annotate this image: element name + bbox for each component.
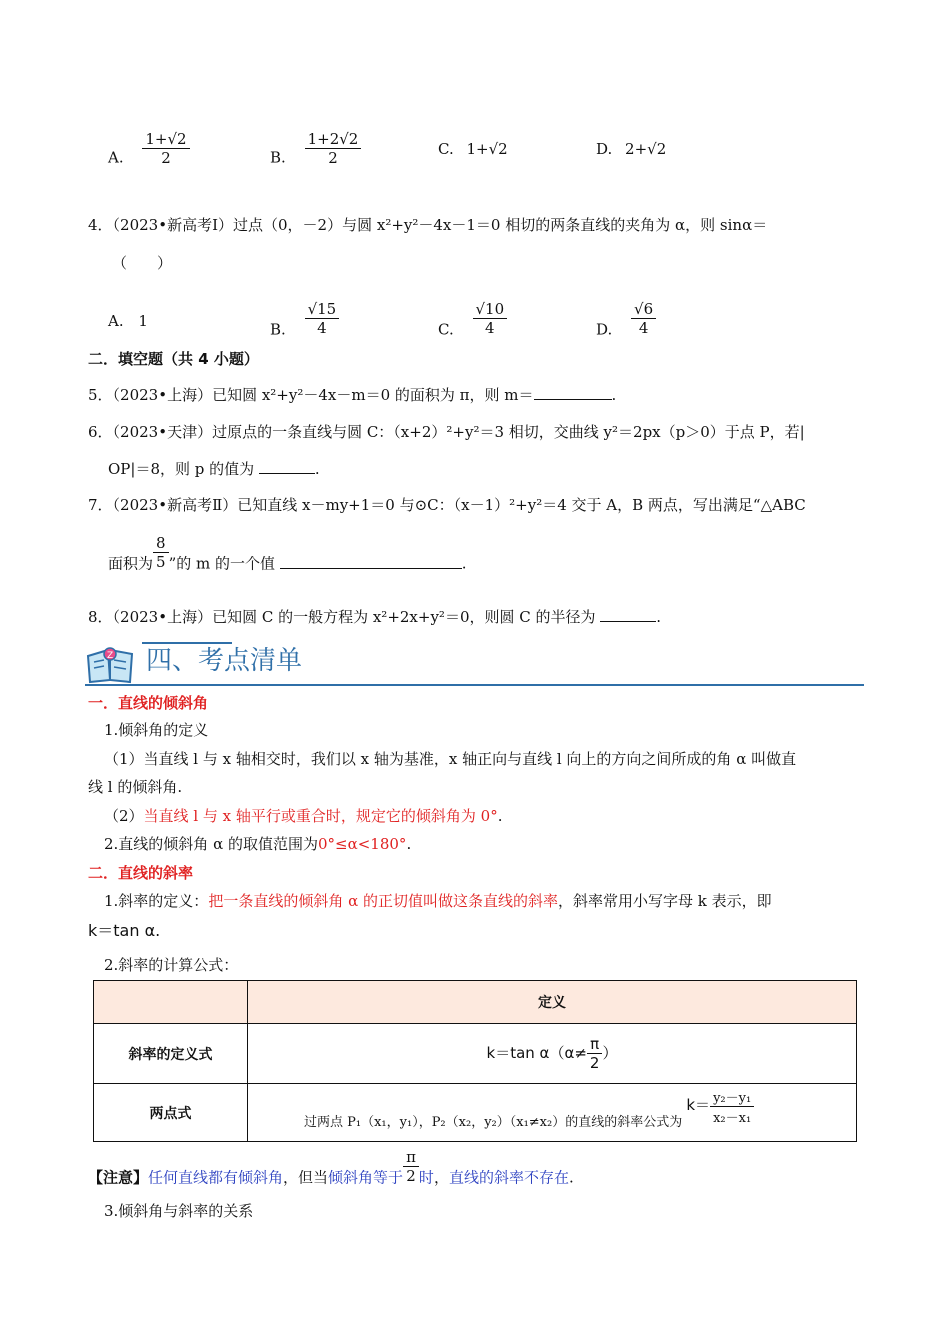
table-header-cell: 定义 <box>248 981 857 1024</box>
row-formula-definition <box>248 1024 857 1084</box>
fraction-denominator: 4 <box>473 318 508 337</box>
book-icon <box>84 640 138 684</box>
option-label: B. <box>270 320 286 339</box>
fraction-denominator: 2 <box>305 148 362 167</box>
highlight-text: 直线的斜率不存在 <box>448 1168 569 1187</box>
table-header-blank <box>94 981 248 1024</box>
row-label-definition: 斜率的定义式 <box>94 1024 248 1084</box>
note-text: ， <box>433 1168 449 1187</box>
item-slope-calc: 2.斜率的计算公式： <box>104 956 239 974</box>
table-row <box>94 1024 857 1084</box>
answer-blank[interactable] <box>259 459 315 474</box>
fraction-denominator: 5 <box>153 552 169 571</box>
answer-blank[interactable] <box>600 607 656 622</box>
q4-paren: （ ） <box>112 254 173 272</box>
q4-option-a <box>108 312 148 330</box>
q6-line1: 6．（2023•天津）过原点的一条直线与圆 C：（x+2）²+y²＝3 相切，交曲线 y²＝2px（p＞0）于点 P，若| <box>88 423 805 441</box>
q4-option-c <box>438 300 507 349</box>
formula-text: ） <box>602 1044 618 1062</box>
subsection-incline-angle: 一．直线的倾斜角 <box>88 694 209 712</box>
option-text: 1+√2 <box>466 140 508 158</box>
option-text: 2+√2 <box>625 140 667 158</box>
fraction-numerator: √15 <box>307 300 337 318</box>
para-suffix: . <box>406 835 412 853</box>
fraction-denominator: 2 <box>587 1053 603 1072</box>
question-text: 8．（2023•上海）已知圆 C 的一般方程为 x²+2x+y²＝0，则圆 C 的半径为 <box>88 608 596 626</box>
formula-text: k＝tan α（α≠ <box>486 1044 587 1062</box>
highlight-text: 当直线 l 与 x 轴平行或重合时，规定它的倾斜角为 0° <box>143 807 498 825</box>
note-fraction <box>403 1148 419 1185</box>
formula-text: 过两点 P₁（x₁，y₁），P₂（x₂，y₂）（x₁≠x₂）的直线的斜率公式为 <box>304 1115 683 1130</box>
fraction-numerator: 1+√2 <box>145 130 187 148</box>
q4-stem <box>88 214 767 235</box>
item-incline-range <box>104 833 411 854</box>
subsection-slope: 二．直线的斜率 <box>88 864 194 882</box>
fraction-numerator: 1+2√2 <box>307 130 359 148</box>
q7-line1: 7．（2023•新高考Ⅱ）已知直线 x－my+1＝0 与⊙C：（x－1）²+y²＝4 交于 A，B 两点，写出满足“△ABC <box>88 496 806 514</box>
slope-formula: k＝tan α. <box>88 921 161 940</box>
section-fill-in-title: 二．填空题（共 4 小题） <box>88 350 259 368</box>
row-formula-two-point <box>248 1084 857 1142</box>
q4-option-d <box>596 300 656 349</box>
option-text: 1 <box>138 312 148 330</box>
q3-option-a-fraction <box>142 130 189 167</box>
highlight-text: 倾斜角等于 <box>328 1168 404 1187</box>
fraction-numerator: y₂－y₁ <box>713 1091 752 1106</box>
fraction-denominator: 2 <box>403 1166 419 1185</box>
fraction-numerator: √6 <box>634 300 654 318</box>
para-prefix: 1.斜率的定义： <box>104 892 209 910</box>
fraction-denominator: 2 <box>142 148 189 167</box>
note-paragraph <box>88 1148 574 1197</box>
two-point-fraction <box>710 1087 754 1126</box>
question-source: （2023•新高考Ⅰ） <box>112 216 233 234</box>
svg-text:Z: Z <box>107 651 114 661</box>
question-text: 过点（0，－2）与圆 x²+y²－4x－1＝0 相切的两条直线的夹角为 α，则 sinα＝ <box>233 216 768 234</box>
item1-para1-line1: （1）当直线 l 与 x 轴相交时，我们以 x 轴为基准，x 轴正向与直线 l 向上的方向之间所成的角 α 叫做直 <box>104 750 797 768</box>
option-label: D. <box>596 320 613 339</box>
fraction-numerator: π <box>406 1148 416 1166</box>
fraction-denominator: 4 <box>631 318 656 337</box>
fraction-denominator: 4 <box>305 318 340 337</box>
section-checklist-title: 四、考点清单 <box>146 646 303 676</box>
option-label: A. <box>108 312 124 330</box>
q4-option-b-fraction <box>305 300 340 337</box>
q3-option-c <box>438 140 508 158</box>
formula-fraction <box>587 1035 603 1072</box>
question-number: 4． <box>88 216 113 234</box>
highlight-text: 把一条直线的倾斜角 α 的正切值叫做这条直线的斜率 <box>208 892 558 910</box>
section-divider <box>85 684 864 686</box>
answer-blank[interactable] <box>280 554 462 569</box>
para-prefix: （2） <box>104 807 144 825</box>
q7-line2: 面积为 $\frac{8}{5}$ ”的 m 的一个值 . <box>108 534 467 573</box>
q3-option-a <box>108 130 190 177</box>
q5: 5．（2023•上海）已知圆 x²+y²－4x－m＝0 的面积为 π，则 m＝ . <box>88 386 617 404</box>
fraction-numerator: 8 <box>156 534 166 552</box>
highlight-text: 时 <box>418 1168 434 1187</box>
fraction-denominator: x₂－x₁ <box>710 1106 754 1126</box>
note-text: . <box>568 1168 574 1187</box>
slope-formula-table <box>93 980 857 1142</box>
highlight-text: 任何直线都有倾斜角 <box>148 1168 284 1187</box>
q7-fraction <box>153 534 169 571</box>
para-suffix: . <box>497 807 503 825</box>
highlight-text: 0°≤α<180° <box>317 835 407 853</box>
para-prefix: 2.直线的倾斜角 α 的取值范围为 <box>104 835 318 853</box>
fraction-numerator: √10 <box>475 300 505 318</box>
question-text: 面积为 <box>108 554 154 573</box>
q6-line2: OP|＝8，则 p 的值为 . <box>108 460 320 478</box>
option-label: B. <box>270 148 286 167</box>
formula-k: k＝ <box>686 1096 711 1114</box>
item-incline-definition: 1.倾斜角的定义 <box>104 721 209 739</box>
item-angle-slope-relation: 3.倾斜角与斜率的关系 <box>104 1202 254 1220</box>
item1-para2 <box>104 805 502 826</box>
question-text: ”的 m 的一个值 <box>168 554 275 573</box>
item-slope-definition <box>104 890 772 911</box>
note-text: ，但当 <box>283 1168 329 1187</box>
option-label: C. <box>438 320 454 339</box>
q8: 8．（2023•上海）已知圆 C 的一般方程为 x²+2x+y²＝0，则圆 C 的半径为 . <box>88 608 662 626</box>
answer-blank[interactable] <box>534 385 612 400</box>
fraction-numerator: π <box>590 1035 600 1053</box>
item1-para1-line2: 线 l 的倾斜角. <box>88 778 183 796</box>
para-suffix: ，斜率常用小写字母 k 表示，即 <box>557 892 772 910</box>
question-text: OP|＝8，则 p 的值为 <box>108 460 255 478</box>
option-label: D. <box>596 140 613 158</box>
option-label: C. <box>438 140 454 158</box>
q4-option-c-fraction <box>473 300 508 337</box>
q4-option-b <box>270 300 339 349</box>
note-label: 【注意】 <box>88 1168 149 1187</box>
row-label-two-point: 两点式 <box>94 1084 248 1142</box>
q3-option-b <box>270 130 361 177</box>
q4-option-d-fraction <box>631 300 656 337</box>
q3-option-b-fraction <box>305 130 362 167</box>
question-text: 5．（2023•上海）已知圆 x²+y²－4x－m＝0 的面积为 π，则 m＝ <box>88 386 534 404</box>
table-header-row <box>94 981 857 1024</box>
option-label: A. <box>108 148 124 167</box>
q3-option-d <box>596 140 666 158</box>
table-row <box>94 1084 857 1142</box>
